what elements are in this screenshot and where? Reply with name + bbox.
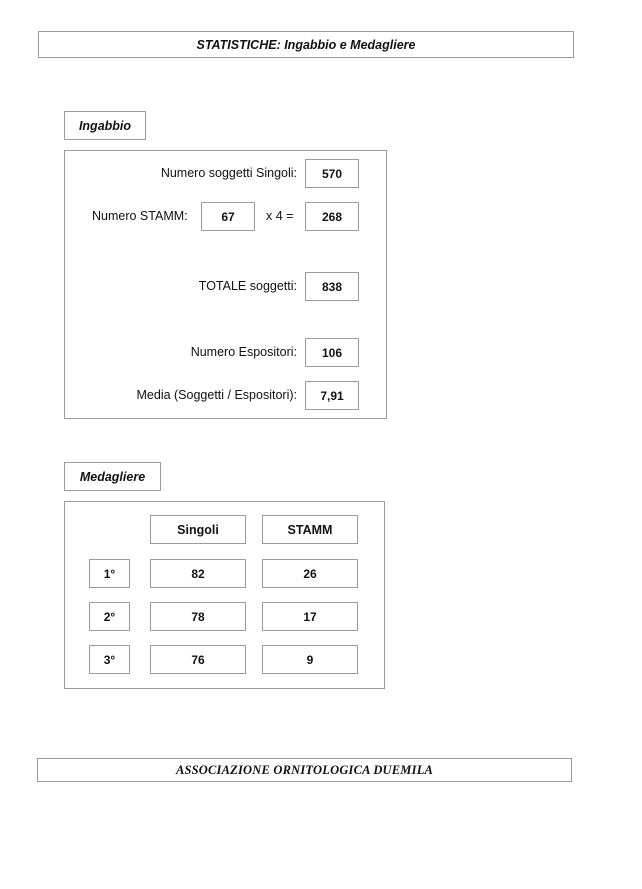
stamm-value: 67 — [221, 209, 235, 224]
page-footer — [37, 758, 572, 782]
espositori-value: 106 — [321, 345, 343, 360]
stamm-total-value: 268 — [321, 209, 343, 224]
singoli-label: Numero soggetti Singoli: — [160, 166, 297, 180]
totale-value: 838 — [321, 279, 343, 294]
page-header — [38, 31, 574, 58]
medagliere-section-title — [64, 462, 161, 491]
medal-stamm-text: 9 — [306, 652, 314, 667]
singoli-value-box — [305, 159, 359, 188]
totale-value-box — [305, 272, 359, 301]
ingabbio-title-text: Ingabbio — [78, 118, 132, 133]
espositori-label: Numero Espositori: — [190, 345, 297, 359]
footer-text: ASSOCIAZIONE ORNITOLOGICA DUEMILA — [175, 762, 434, 777]
col-header-singoli — [150, 515, 246, 544]
stamm-label: Numero STAMM: — [92, 209, 188, 223]
medal-row-1-singoli — [150, 559, 246, 588]
medal-place-text: 3° — [103, 652, 116, 667]
medal-stamm-text: 17 — [303, 609, 317, 624]
medal-stamm-text: 26 — [303, 566, 317, 581]
singoli-value: 570 — [321, 166, 343, 181]
page-title: STATISTICHE: Ingabbio e Medagliere — [196, 37, 416, 52]
medagliere-title-text: Medagliere — [79, 469, 146, 484]
medal-singoli-text: 82 — [191, 566, 205, 581]
stamm-total-box — [305, 202, 359, 231]
col-header-stamm-text: STAMM — [287, 522, 333, 537]
stamm-value-box — [201, 202, 255, 231]
medal-row-3-stamm — [262, 645, 358, 674]
medal-row-2-singoli — [150, 602, 246, 631]
medal-row-2-stamm — [262, 602, 358, 631]
col-header-stamm — [262, 515, 358, 544]
medal-row-3-place — [89, 645, 130, 674]
media-label: Media (Soggetti / Espositori): — [136, 388, 297, 402]
media-value: 7,91 — [320, 388, 344, 403]
totale-label: TOTALE soggetti: — [198, 279, 297, 293]
multiplier-label: x 4 = — [266, 209, 294, 223]
medal-singoli-text: 78 — [191, 609, 205, 624]
medal-singoli-text: 76 — [191, 652, 205, 667]
espositori-value-box — [305, 338, 359, 367]
ingabbio-section-title — [64, 111, 146, 140]
medal-row-1-place — [89, 559, 130, 588]
col-header-singoli-text: Singoli — [177, 522, 219, 537]
medal-row-2-place — [89, 602, 130, 631]
medal-row-3-singoli — [150, 645, 246, 674]
media-value-box — [305, 381, 359, 410]
medal-row-1-stamm — [262, 559, 358, 588]
medal-place-text: 2° — [103, 609, 116, 624]
medal-place-text: 1° — [103, 566, 116, 581]
